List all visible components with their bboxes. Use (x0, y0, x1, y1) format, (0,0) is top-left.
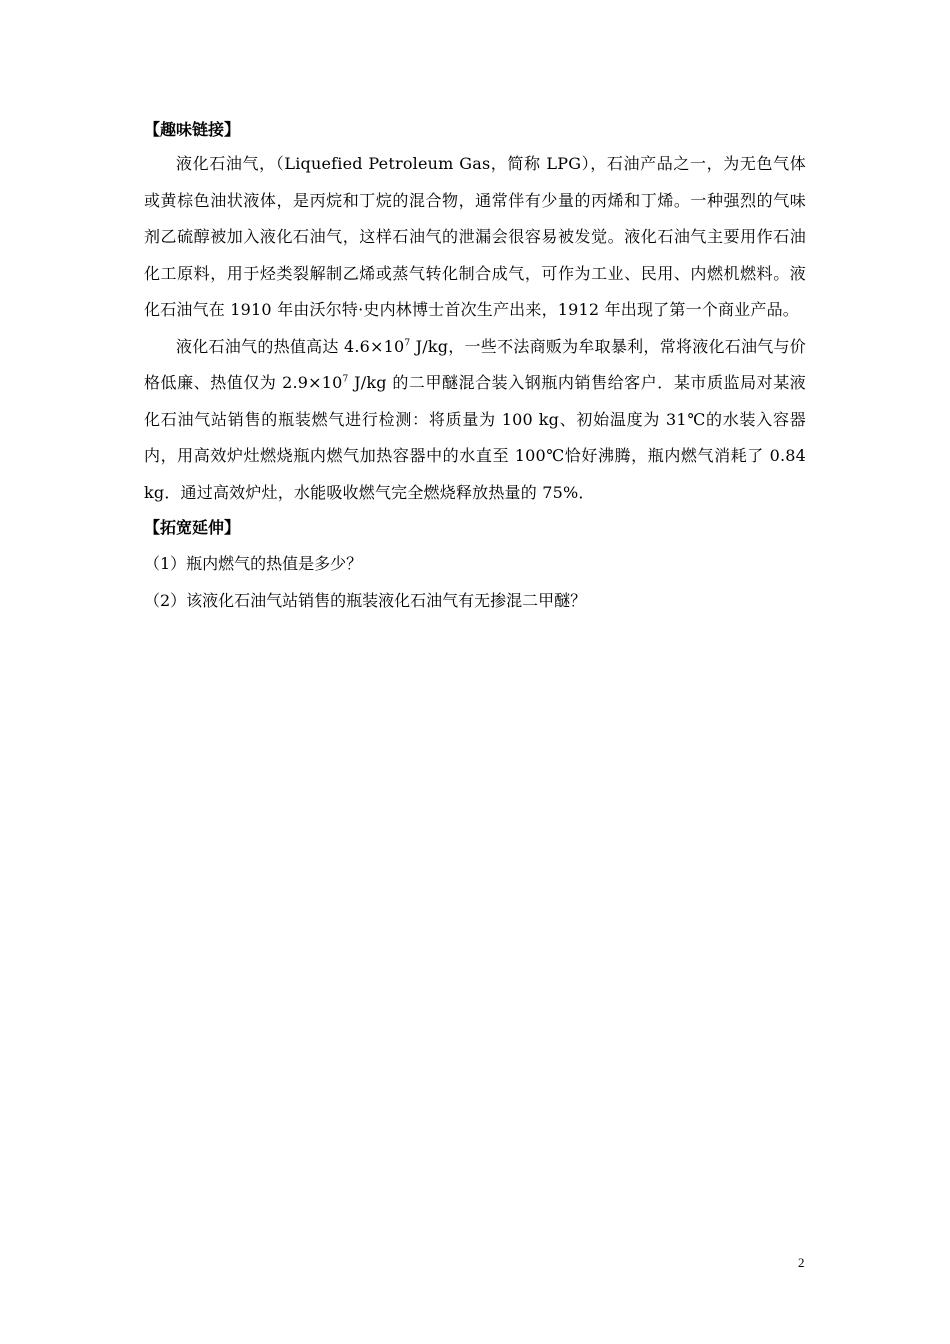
question-2: （2）该液化石油气站销售的瓶装液化石油气有无掺混二甲醚？ (144, 591, 587, 610)
fun-link-heading: 【趣味链接】 (144, 120, 241, 139)
exponent-2: 7 (342, 374, 349, 385)
page-number: 2 (798, 1255, 805, 1270)
heat-value-text-2: J/kg，一些不法商贩为牟取暴利，常将液化石油气与价格低廉、热值仅为 2.9×10 (144, 336, 806, 392)
exponent-1: 7 (404, 338, 411, 349)
heat-value-text-3: J/kg 的二甲醚混合装入钢瓶内销售给客户．某市质监局对某液化石油气站销售的瓶装燃气进行检测：将质量为 100 kg、初始温度为 31℃的水装入容器内，用高效炉灶燃烧瓶内燃气加热容器中的水直至 100℃恰好沸腾，瓶内燃气消耗了 0.84 kg．通过高效炉灶，水能吸收燃气完全燃烧释放热量的 75%． (144, 373, 806, 502)
heat-value-paragraph (144, 329, 806, 512)
question-1: （1）瓶内燃气的热值是多少？ (144, 554, 363, 573)
page-content (144, 114, 806, 619)
heat-value-text-1: 液化石油气的热值高达 4.6×10 (176, 336, 405, 356)
lpg-intro-paragraph: 液化石油气，（Liquefied Petroleum Gas，简称 LPG），石油产品之一，为无色气体或黄棕色油状液体，是丙烷和丁烷的混合物，通常伴有少量的丙烯和丁烯。一种强烈的气味剂乙硫醇被加入液化石油气，这样石油气的泄漏会很容易被发觉。液化石油气主要用作石油化工原料，用于烃类裂解制乙烯或蒸气转化制合成气，可作为工业、民用、内燃机燃料。液化石油气在 1910 年由沃尔特·史内林博士首次生产出来，1912 年出现了第一个商业产品。 (144, 154, 806, 319)
extension-heading: 【拓宽延伸】 (144, 518, 241, 537)
